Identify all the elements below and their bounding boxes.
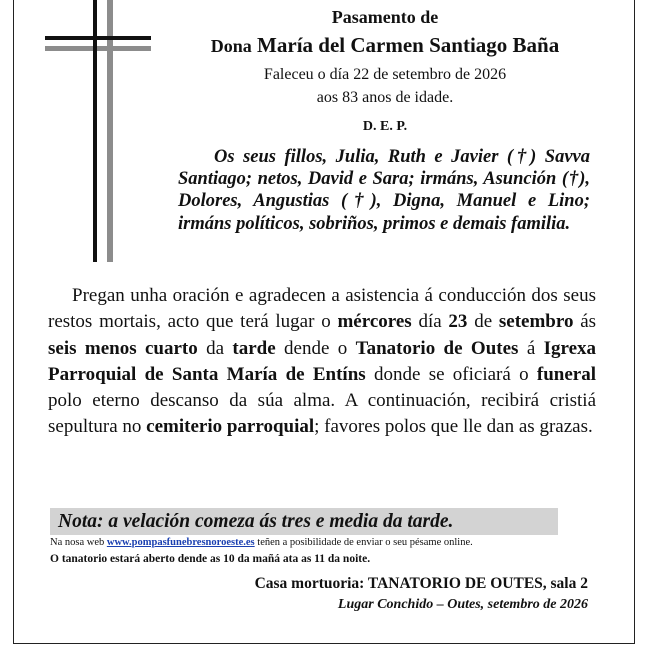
ceremony-paragraph: Pregan unha oración e agradecen a asistencia á conducción dos seus restos mortais, acto que terá lugar o mércores día 23 de setembro ás seis menos cuarto da tarde dende o Tanatorio de Outes á Igrexa Parroquial de Santa María de Entíns donde se oficiará o funeral polo eterno descanso da súa alma. A continuación, recibirá cristiá sepultura no cemiterio parroquial; favores polos que lle dan as grazas. (48, 285, 597, 438)
family-list: Os seus fillos, Julia, Ruth e Javier (†) Savva Santiago; netos, David e Sara; irmáns, Asunción (†), Dolores, Angustias (†), Digna, Manuel e Lino; irmáns políticos, sobriños, primos e demais familia. (178, 147, 590, 234)
cross-horizontal-black (45, 36, 151, 40)
mortuary-house: Casa mortuoria: TANATORIO DE OUTES, sala 2 (254, 575, 588, 592)
notice-label: Pasamento de (331, 7, 439, 27)
place-and-date: Lugar Conchido – Outes, setembro de 2026 (337, 597, 588, 612)
website-link[interactable]: www.pompasfunebresnoroeste.es (106, 537, 255, 548)
opening-hours: O tanatorio estará aberto dende as 10 da mañá ata as 11 da noite. (50, 553, 371, 565)
web-condolence-line: Na nosa web www.pompasfunebresnoroeste.es teñen a posibilidade de enviar o seu pésame online. (50, 537, 473, 548)
deceased-name-line (165, 33, 605, 58)
cross-icon (45, 0, 155, 262)
cross-horizontal-gray (45, 46, 151, 51)
death-date: Faleceu o día 22 de setembro de 2026 (263, 66, 507, 83)
rest-in-peace: D. E. P. (362, 119, 408, 134)
age-at-death: aos 83 anos de idade. (316, 89, 454, 106)
honorific: Dona (210, 36, 252, 56)
wake-note: Nota: a velación comeza ás tres e media da tarde. (50, 508, 558, 535)
deceased-name: María del Carmen Santiago Baña (257, 33, 560, 57)
